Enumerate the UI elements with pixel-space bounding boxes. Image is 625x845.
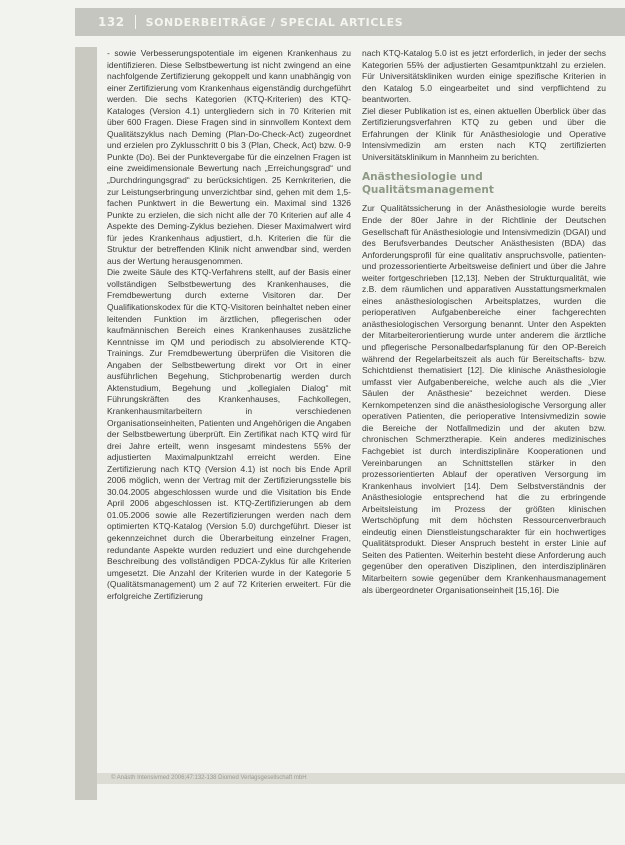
paragraph: - sowie Verbesserungspotentiale im eigenen Krankenhaus zu identifizieren. Diese Selbstbewertung ist nicht zwingend an eine nachfolgende Zertifizierung gekoppelt und kann unabhängig von einer Zertifizierung vom Krankenhaus eigenständig durchgeführt werden. Die sechs Kategorien (KTQ-Kriterien) des KTQ-Kataloges (Version 4.1) untergliedern sich in 70 Kriterien mit über 600 Fragen. Diese Fragen sind in sinnvollem Kontext dem Qualitätszyklus nach Deming (Plan-Do-Check-Act) zugeordnet und erzielen pro Zyklusschritt 0 bis 3 (Plan, Check, Act) bzw. 0-9 Punkte (Do). Bei der Punktevergabe für die einzelnen Fragen ist eine zweidimensionale Bewertung nach „Erreichungsgrad“ und „Durchdringungsgrad“ zu berücksichtigen. 25 Kernkriterien, die zur Leistungserbringung unverzichtbar sind, gehen mit dem 1,5-fachen Punktwert in die Bewertung ein. Maximal sind 1326 Punkte zu erzielen, die sich nicht alle der 70 Kriterien auf alle 4 Aspekte des Deming-Zyklus beziehen. Dieser Maximalwert wird für jedes Krankenhaus adjustiert, d.h. Kriterien die für die Struktur der betreffenden Klinik nicht anwendbar sind, werden aus der Wertung herausgenommen. [107, 48, 351, 266]
page-number: 132 [98, 15, 125, 29]
paragraph: Zur Qualitätssicherung in der Anästhesiologie wurde bereits Ende der 80er Jahre in der Richtlinie der Deutschen Gesellschaft für Anästhesiologie und Intensivmedizin (DGAI) und des Berufsverbandes Deutscher Anästhesisten (BDA) das Anforderungsprofil für eine qualitativ anspruchsvolle, patienten- und prozessorientierte Arbeitsweise definiert und über die Jahre weiter fortgeschrieben [12,13]. Neben der Strukturqualität, wie z.B. dem räumlichen und apparativen Ausstattungsmerkmalen eines anästhesiologischen Arbeitsplatzes, wurden die perioperativen Aufgabenbereiche einer fachgerechten anästhesiologischen Versorgung benannt. Unter den Aspekten der Mitarbeiterorientierung wurde unter anderem die ärztliche und pflegerische Personalbedarfsplanung für den OP-Bereich während der Regelarbeitszeit als auch für Bereitschafts- bzw. Schichtdienst thematisiert [12]. Die klinische Anästhesiologie umfasst vier Aufgabenbereiche, welche auch als die „Vier Säulen der Anästhesie“ bezeichnet werden. Diese Kernkompetenzen sind die anästhesiologische Versorgung aller operativen Patienten, die perioperative Intensivmedizin sowie die Bereiche der Notfallmedizin und der akuten bzw. chronischen Schmerztherapie. Kein anderes medizinisches Fachgebiet ist durch interdisziplinäre Kooperationen und Vereinbarungen an Schnittstellen stärker in den prozessorientierten Ablauf der operativen Versorgung im Krankenhaus involviert [14]. Dem Selbstverständnis der Anästhesiologie entsprechend hat die zu erbringende Arbeitsleistung im Prozess der größten klinischen Wertschöpfung mit dem höchsten Ressourcenverbrauch eindeutig einen Dienstleistungscharakter für ein hochwertiges Qualitätsprodukt. Dieser Anspruch besteht in erster Linie auf Seiten des Patienten. Weiterhin besteht diese Anforderung auch gegenüber den operativen Disziplinen, den interdisziplinären Mitarbeitern sowie gegenüber dem Krankenhausmanagement als übergeordneter Organisationseinheit [15,16]. Die [362, 203, 606, 595]
section-heading: Anästhesiologie und Qualitätsmanagement [362, 171, 494, 197]
left-column [107, 48, 351, 602]
right-column [362, 48, 606, 596]
running-header [75, 8, 625, 36]
paragraph: Die zweite Säule des KTQ-Verfahrens stellt, auf der Basis einer vollständigen Selbstbewertung des Krankenhauses, die Fremdbewertung durch externe Visitoren dar. Der Qualifikationskodex für die KTQ-Visitoren beinhaltet neben einer leitenden Funktion im ärztlichen, pflegerischen oder kaufmännischen Bereich eines Krankenhauses zusätzliche Kenntnisse im QM und periodisch zu absolvierende KTQ-Trainings. Zur Fremdbewertung überprüfen die Visitoren die Angaben der Selbstbewertung direkt vor Ort in einer ausführlichen Begehung, Stichprobenartig werden durch Aktenstudium, Begehung und „kollegialen Dialog“ mit Führungskräften des Krankenhauses, Fachkollegen, Krankenhausmitarbeitern in verschiedenen Organisationseinheiten, Patienten und Angehörigen die Angaben der Selbstbewertung überprüft. Ein Zertifikat nach KTQ wird für drei Jahre erteilt, wenn insgesamt mindestens 55% der adjustierten Maximalpunktzahl erreicht werden. Eine Zertifizierung nach KTQ (Version 4.1) ist noch bis Ende April 2006 möglich, wenn der Vertrag mit der Zertifizierungsstelle bis 30.04.2005 abgeschlossen wurde und die Visitation bis Ende April 2006 abgeschlossen ist. KTQ-Zertifizierungen ab dem 01.05.2006 sowie alle Rezertifizierungen werden nach dem optimierten KTQ-Katalog (Version 5.0) durchgeführt. Dieser ist gekennzeichnet durch die Überarbeitung einzelner Fragen, redundante Aspekte wurden reduziert und eine durchgehende Beschreibung des vollständigen PDCA-Zyklus für alle Kriterien umgesetzt. Die Anzahl der Kriterien wurde in der Kategorie 5 (Qualitätsmanagement) um 2 auf 72 Kriterien erweitert. Für die erfolgreiche Zertifizierung [107, 267, 351, 601]
paragraph: nach KTQ-Katalog 5.0 ist es jetzt erforderlich, in jeder der sechs Kategorien 55% der adjustierten Gesamtpunktzahl zu erzielen. Für Universitätskliniken wurden einige spezifische Kriterien in den Katalog 5.0 eingearbeitet und sind verpflichtend zu beantworten. [362, 48, 606, 105]
header-separator [135, 15, 136, 29]
decorative-side-strip [75, 47, 97, 800]
section-title: SONDERBEITRÄGE / SPECIAL ARTICLES [145, 15, 404, 29]
paragraph: Ziel dieser Publikation ist es, einen aktuellen Überblick über das Zertifizierungsverfahren KTQ zu geben und über die Erfahrungen der Klinik für Anästhesiologie und Operative Intensivmedizin am ersten nach KTQ zertifizierten Universitätsklinikum in Mannheim zu berichten. [362, 105, 606, 162]
footer-citation: © Anästh Intensivmed 2006;47:132-138 Diomed Verlagsgesellschaft mbH [97, 773, 625, 784]
